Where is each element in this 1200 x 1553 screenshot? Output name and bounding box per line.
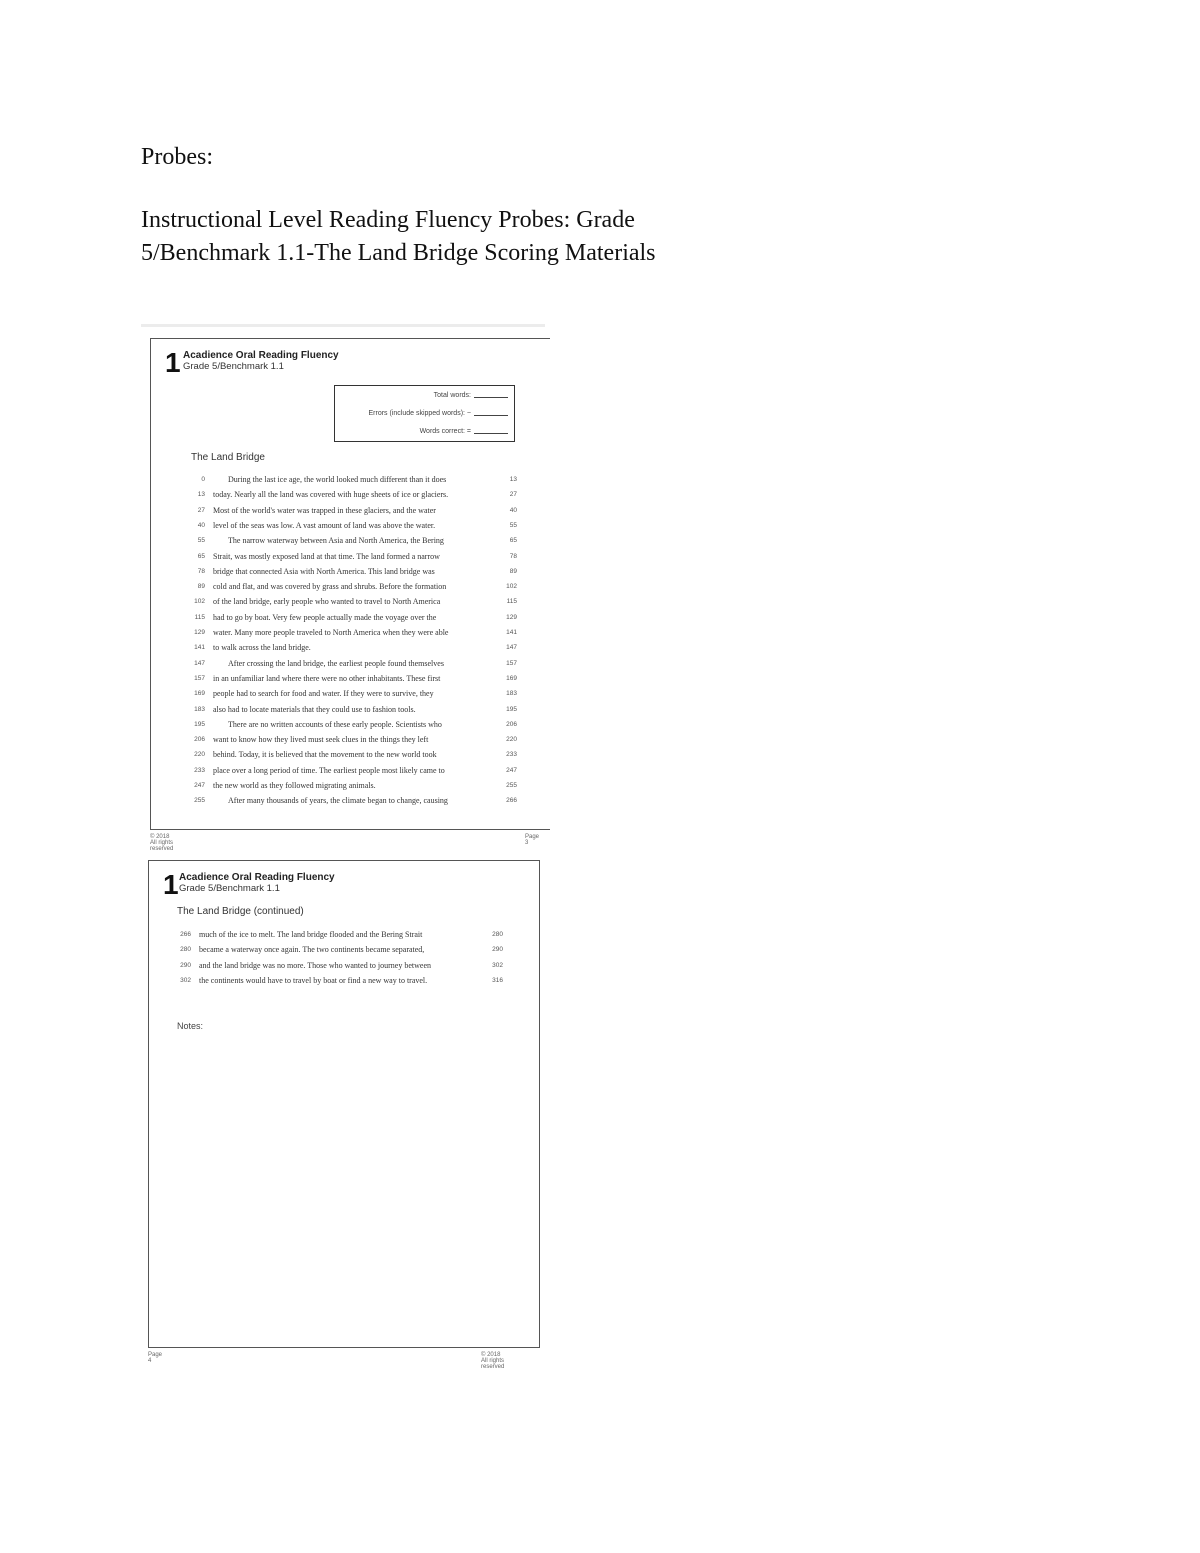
line-text: After many thousands of years, the climate began to change, causing (228, 796, 448, 806)
line-end-word-count: 169 (506, 674, 517, 682)
story-line (151, 580, 543, 594)
line-text: During the last ice age, the world looked much different than it does (228, 475, 447, 484)
line-start-word-count: 141 (194, 644, 205, 652)
words-correct-field: Words correct: = (420, 428, 508, 435)
line-start-word-count: 280 (180, 946, 191, 954)
line-end-word-count: 115 (506, 598, 517, 606)
line-start-word-count: 55 (197, 537, 205, 545)
story-line (148, 974, 529, 988)
story-line (151, 779, 543, 793)
line-text: Most of the world's water was trapped in these glaciers, and the water (213, 505, 436, 515)
line-text: today. Nearly all the land was covered with huge sheets of ice or glaciers. (213, 490, 449, 500)
line-start-word-count: 129 (194, 629, 205, 636)
line-start-word-count: 302 (180, 976, 191, 984)
line-text: behind. Today, it is believed that the movement to the new world took (213, 750, 437, 760)
page-2-footer-left: Page 4 (148, 1352, 163, 1364)
story-line (151, 641, 543, 655)
story-line (151, 687, 543, 701)
line-start-word-count: 233 (194, 766, 205, 774)
benchmark-number: 1 (163, 869, 179, 900)
line-end-word-count: 27 (509, 491, 517, 499)
line-text: much of the ice to melt. The land bridge flooded and the Bering Strait (199, 930, 423, 939)
line-end-word-count: 266 (506, 797, 517, 805)
story-line (151, 611, 543, 625)
line-text: the new world as they followed migrating animals. (213, 781, 376, 790)
story-line (151, 672, 543, 686)
line-text: to walk across the land bridge. (213, 643, 311, 653)
story-line (151, 519, 543, 533)
line-text: and the land bridge was no more. Those who wanted to journey between (199, 960, 432, 970)
line-start-word-count: 13 (197, 491, 205, 499)
line-end-word-count: 141 (506, 629, 517, 636)
line-text: of the land bridge, early people who wanted to travel to North America (213, 597, 441, 607)
document-title: Instructional Level Reading Fluency Probes: Grade 5/Benchmark 1.1-The Land Bridge Scoring Materials (141, 207, 656, 266)
page-1-frame (150, 338, 550, 830)
line-start-word-count: 255 (194, 797, 205, 805)
story-line (148, 959, 529, 973)
score-box (334, 385, 515, 442)
line-end-word-count: 65 (509, 537, 517, 545)
line-start-word-count: 0 (201, 476, 205, 483)
line-text: place over a long period of time. The earliest people most likely came to (213, 765, 445, 775)
line-end-word-count: 280 (492, 931, 503, 938)
line-start-word-count: 115 (194, 613, 205, 621)
line-end-word-count: 78 (509, 552, 517, 560)
story-line (151, 703, 543, 717)
line-end-word-count: 195 (506, 705, 517, 713)
line-start-word-count: 220 (194, 751, 205, 759)
line-end-word-count: 13 (509, 476, 517, 483)
line-text: cold and flat, and was covered by grass and shrubs. Before the formation (213, 582, 447, 592)
line-text: in an unfamiliar land where there were no other inhabitants. These first (213, 673, 441, 683)
page-2-footer-right: © 2018 All rights reserved (481, 1352, 505, 1370)
story-line (151, 626, 543, 640)
page-1-footer-right: Page 3 (525, 834, 540, 846)
line-start-word-count: 40 (197, 521, 205, 529)
line-text: water. Many more people traveled to North America when they were able (213, 628, 449, 637)
line-start-word-count: 183 (194, 705, 205, 713)
line-start-word-count: 247 (194, 782, 205, 789)
line-end-word-count: 129 (506, 613, 517, 621)
line-text: After crossing the land bridge, the earliest people found themselves (228, 658, 444, 668)
line-start-word-count: 157 (194, 674, 205, 682)
line-start-word-count: 27 (197, 506, 205, 514)
story-line (151, 550, 543, 564)
line-end-word-count: 302 (492, 961, 503, 969)
story-line (151, 488, 543, 502)
line-start-word-count: 195 (194, 720, 205, 728)
line-end-word-count: 55 (509, 521, 517, 529)
page-1-title: Acadience Oral Reading Fluency (183, 350, 339, 361)
line-start-word-count: 206 (194, 736, 205, 744)
line-text: bridge that connected Asia with North America. This land bridge was (213, 566, 435, 576)
story-title-continued: The Land Bridge (continued) (177, 906, 304, 917)
line-start-word-count: 266 (180, 931, 191, 938)
line-end-word-count: 183 (506, 690, 517, 698)
line-start-word-count: 89 (197, 583, 205, 591)
page-1-footer-left: © 2018 All rights reserved (150, 834, 174, 852)
errors-field: Errors (include skipped words): − (368, 410, 508, 417)
line-text: had to go by boat. Very few people actually made the voyage over the (213, 612, 437, 622)
story-line (151, 764, 543, 778)
line-text: want to know how they lived must seek clues in the things they left (213, 735, 429, 745)
line-end-word-count: 316 (492, 976, 503, 984)
story-line (151, 534, 543, 548)
story-line (148, 943, 529, 957)
story-line (151, 504, 543, 518)
line-end-word-count: 102 (506, 583, 517, 591)
page-2-title: Acadience Oral Reading Fluency (179, 872, 335, 883)
page-1-subtitle: Grade 5/Benchmark 1.1 (183, 361, 284, 372)
line-text: The narrow waterway between Asia and North America, the Bering (228, 536, 444, 546)
story-line (151, 473, 543, 487)
line-start-word-count: 102 (194, 598, 205, 606)
line-end-word-count: 247 (506, 766, 517, 774)
line-text: level of the seas was low. A vast amount of land was above the water. (213, 520, 436, 530)
line-text: Strait, was mostly exposed land at that time. The land formed a narrow (213, 551, 440, 561)
line-start-word-count: 169 (194, 690, 205, 698)
line-end-word-count: 206 (506, 720, 517, 728)
probes-heading: Probes: (141, 144, 213, 170)
story-title: The Land Bridge (191, 452, 265, 463)
line-end-word-count: 147 (506, 644, 517, 652)
story-line (151, 748, 543, 762)
story-line (151, 718, 543, 732)
notes-label: Notes: (177, 1021, 204, 1031)
line-text: became a waterway once again. The two continents became separated, (199, 945, 425, 955)
story-line (151, 794, 543, 808)
page-2-frame (148, 860, 540, 1348)
line-end-word-count: 89 (509, 567, 517, 575)
line-end-word-count: 290 (492, 946, 503, 954)
line-end-word-count: 255 (506, 782, 517, 789)
line-end-word-count: 157 (506, 659, 517, 667)
line-text: the continents would have to travel by boat or find a new way to travel. (199, 975, 428, 985)
line-text: There are no written accounts of these early people. Scientists who (228, 719, 442, 729)
story-line (151, 595, 543, 609)
story-line (151, 733, 543, 747)
story-line (148, 928, 529, 942)
line-text: people had to search for food and water. If they were to survive, they (213, 689, 434, 699)
line-start-word-count: 78 (197, 567, 205, 575)
page-2-subtitle: Grade 5/Benchmark 1.1 (179, 883, 280, 894)
line-text: also had to locate materials that they could use to fashion tools. (213, 704, 416, 714)
total-words-field: Total words: (434, 392, 508, 399)
line-end-word-count: 220 (506, 736, 517, 744)
story-line (151, 565, 543, 579)
line-end-word-count: 40 (509, 506, 517, 514)
story-line (151, 657, 543, 671)
line-start-word-count: 290 (180, 961, 191, 969)
line-start-word-count: 65 (197, 552, 205, 560)
line-start-word-count: 147 (194, 659, 205, 667)
benchmark-number: 1 (165, 347, 181, 378)
line-end-word-count: 233 (506, 751, 517, 759)
divider (141, 324, 545, 327)
